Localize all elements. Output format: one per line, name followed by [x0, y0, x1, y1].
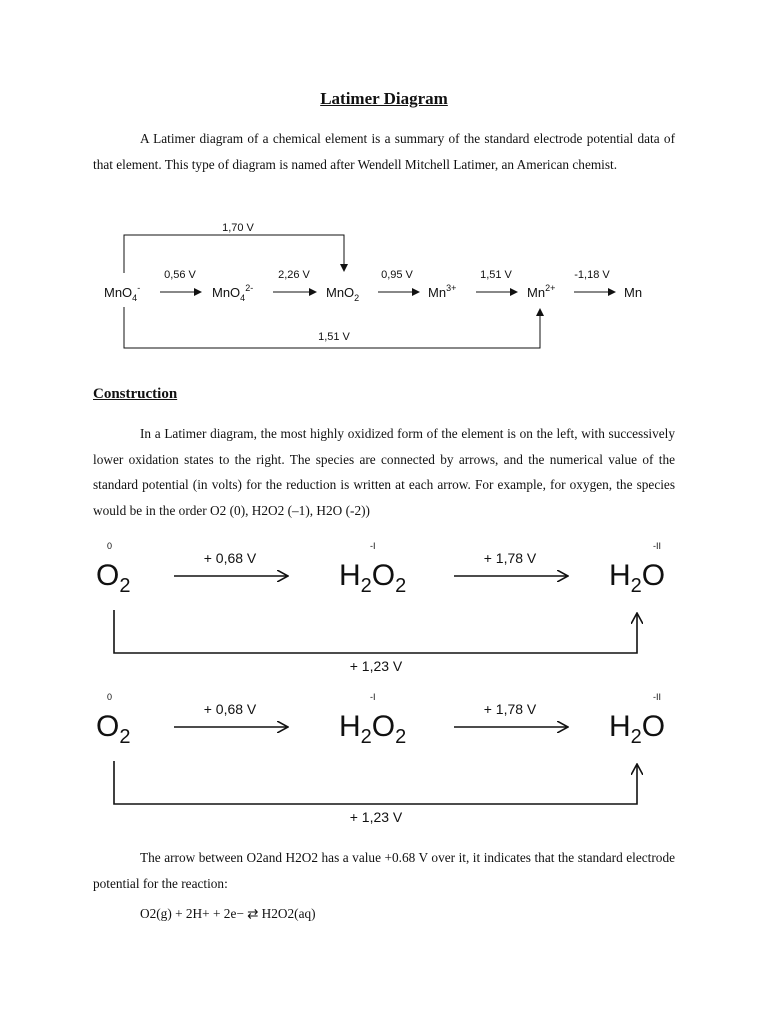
bypass-arrow: [114, 610, 637, 653]
step-potential-o2-h2o2: + 0,68 V: [203, 550, 257, 566]
species-mno4-minus: MnO$_4$-: [104, 283, 141, 303]
species-o2: $O_2$: [96, 710, 131, 748]
top-bypass-label: 1,70 V: [222, 222, 254, 234]
oxidation-state-h2o2: -I: [370, 541, 376, 551]
construction-paragraph: [93, 421, 675, 523]
species-mn2plus: $Mn^{2+}$: [527, 283, 556, 300]
oxidation-state-o2: 0: [107, 541, 113, 551]
step-potential-4: 1,51 V: [480, 269, 512, 281]
construction-text: In a Latimer diagram, the most highly oxidized form of the element is on the left, with successively lower oxidation states to the right. The species are connected by arrows, and the numerical value of the standard potential (in volts) for the reduction is written at each arrow. For example, for oxygen, the species would be in the order O2 (0), H2O2 (–1), H2O (-2)): [93, 426, 675, 518]
oxygen-latimer-diagram-2: [0, 686, 768, 831]
explanation-text: The arrow between O2and H2O2 has a value +0.68 V over it, it indicates that the standard electrode potential for the reaction:: [93, 850, 675, 891]
step-potential-h2o2-h2o: + 1,78 V: [483, 550, 537, 566]
species-h2o: $H_2O$: [609, 559, 666, 597]
step-potential-1: 0,56 V: [164, 269, 196, 281]
reaction-equation: O2(g) + 2H+ + 2e− ⇄ H2O2(aq): [140, 906, 316, 921]
step-potential-h2o2-h2o: + 1,78 V: [483, 701, 537, 717]
bypass-arrow: [114, 761, 637, 804]
species-mn: Mn: [624, 285, 643, 300]
oxidation-state-h2o2: -I: [370, 692, 376, 702]
species-mno4-2minus: MnO$_4^{2-}$: [212, 283, 254, 303]
explanation-paragraph: [93, 845, 675, 896]
construction-heading: Construction: [93, 386, 178, 402]
oxidation-state-h2o: -II: [653, 541, 661, 551]
step-potential-5: -1,18 V: [574, 269, 610, 281]
species-h2o2: $H_2O_2$: [339, 559, 407, 597]
intro-text: A Latimer diagram of a chemical element is a summary of the standard electrode potential data of that element. This type of diagram is named after Wendell Mitchell Latimer, an American chemist.: [93, 131, 675, 172]
bottom-bypass-label: 1,51 V: [318, 331, 350, 343]
step-potential-3: 0,95 V: [381, 269, 413, 281]
oxidation-state-h2o: -II: [653, 692, 661, 702]
species-mn3plus: $Mn^{3+}$: [428, 283, 457, 300]
species-mno2: MnO$_2$: [326, 285, 360, 303]
step-potential-o2-h2o2: + 0,68 V: [203, 701, 257, 717]
top-bypass-arrow: [124, 235, 344, 273]
page-title: Latimer Diagram: [320, 89, 448, 108]
species-o2: $O_2$: [96, 559, 131, 597]
step-potential-2: 2,26 V: [278, 269, 310, 281]
bypass-potential: + 1,23 V: [349, 658, 403, 674]
bypass-potential: + 1,23 V: [349, 809, 403, 825]
oxidation-state-o2: 0: [107, 692, 113, 702]
species-h2o: $H_2O$: [609, 710, 666, 748]
oxygen-latimer-diagram-1: [0, 535, 768, 680]
manganese-latimer-diagram: [0, 215, 768, 355]
species-h2o2: $H_2O_2$: [339, 710, 407, 748]
intro-paragraph: [93, 126, 675, 177]
